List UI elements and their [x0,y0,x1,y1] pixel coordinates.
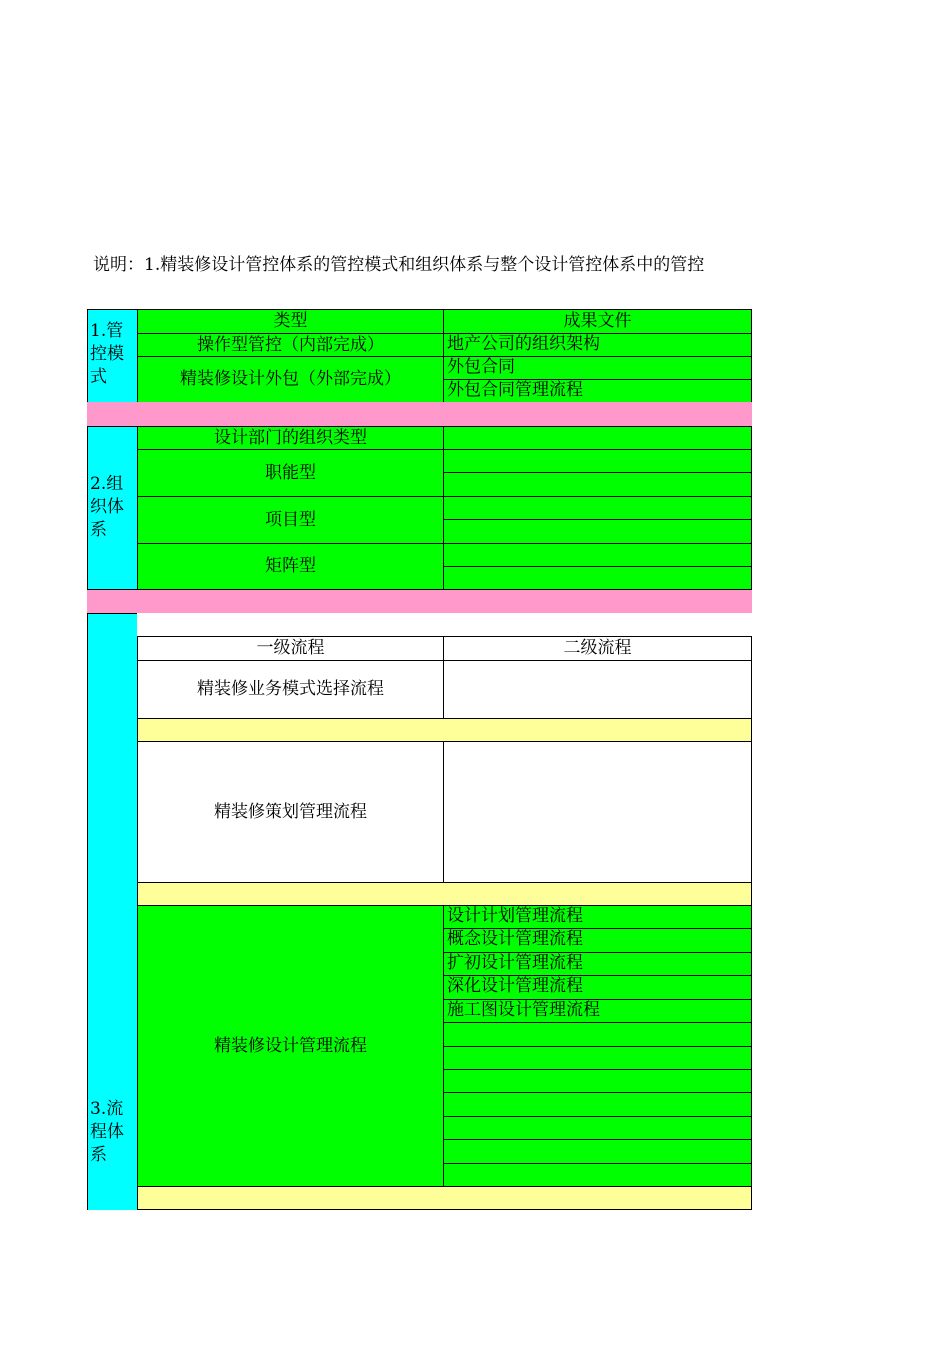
section1-row2-result-a: 外包合同 [443,356,752,380]
separator-yellow-1 [137,718,752,742]
separator-yellow-2 [137,882,752,906]
section3-sub-flow-empty [443,1139,752,1164]
section1-header-type: 类型 [137,309,444,334]
section1-row2-type: 精装修设计外包（外部完成） [137,356,444,403]
section1-row1-type: 操作型管控（内部完成） [137,333,444,357]
section3-sub-flow-empty [443,1069,752,1093]
section2-result-row [443,543,752,567]
separator-pink-2 [87,590,752,613]
section3-flow-business-model-sub [443,660,752,719]
section2-result-row [443,496,752,520]
section3-blank-row [137,613,752,637]
section1-row2-result-b: 外包合同管理流程 [443,379,752,403]
separator-yellow-3 [137,1186,752,1210]
section1-row1-result: 地产公司的组织架构 [443,333,752,357]
section3-sub-flow-empty [443,1163,752,1187]
section3-flow-planning: 精装修策划管理流程 [137,741,444,883]
section3-flow-business-model: 精装修业务模式选择流程 [137,660,444,719]
section3-label: 3.流程体系 [87,613,138,1210]
section2-result-row [443,449,752,473]
section3-sub-flow-empty [443,1046,752,1070]
section3-header-l2: 二级流程 [443,636,752,661]
section3-flow-planning-sub [443,741,752,883]
section2-label: 2.组织体系 [87,426,138,590]
section3-sub-flow-empty [443,1116,752,1140]
separator-pink-1 [87,402,752,426]
section3-sub-flow-preliminary: 扩初设计管理流程 [443,952,752,976]
section2-header: 设计部门的组织类型 [137,426,444,450]
section2-result-row [443,566,752,590]
section2-result-row [443,472,752,497]
section2-result-row [443,426,752,450]
section2-result-row [443,519,752,544]
section3-sub-flow-construction: 施工图设计管理流程 [443,999,752,1023]
section3-sub-flow-concept: 概念设计管理流程 [443,928,752,953]
section3-flow-design: 精装修设计管理流程 [137,905,444,1187]
section3-header-l1: 一级流程 [137,636,444,661]
section3-sub-flow-detail: 深化设计管理流程 [443,975,752,1000]
section2-type-project: 项目型 [137,496,444,544]
section3-sub-flow-empty [443,1092,752,1117]
section2-type-matrix: 矩阵型 [137,543,444,590]
section3-sub-flow-empty [443,1022,752,1047]
section3-sub-flow-plan: 设计计划管理流程 [443,905,752,929]
note-text: 说明：1.精装修设计管控体系的管控模式和组织体系与整个设计管控体系中的管控 [93,255,705,275]
section1-label: 1.管控模式 [87,309,138,403]
section2-type-functional: 职能型 [137,449,444,497]
section1-header-result: 成果文件 [443,309,752,334]
